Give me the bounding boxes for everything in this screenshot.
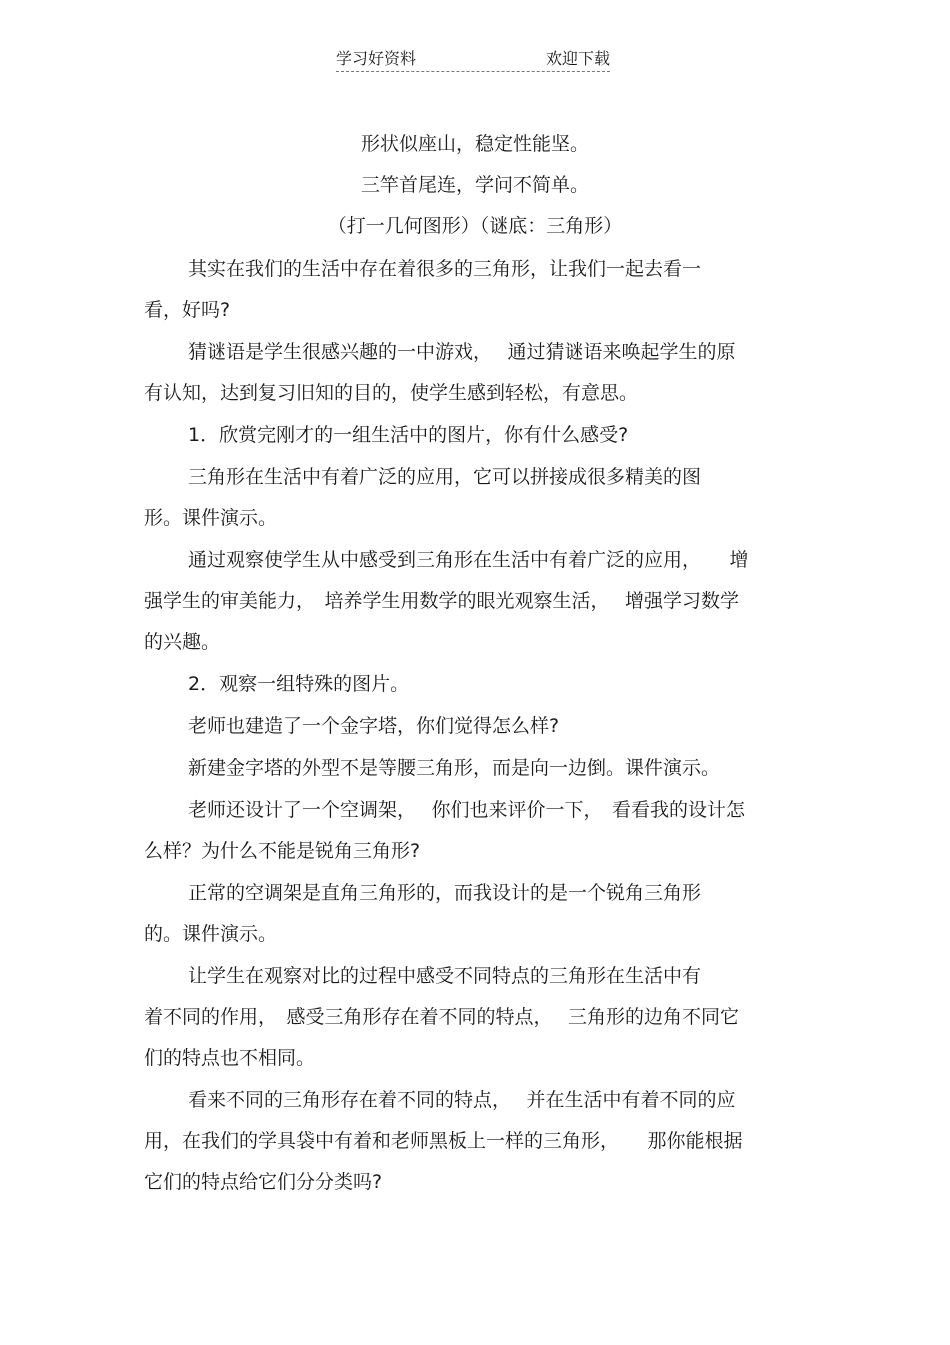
paragraph-line: 形。课件演示。: [144, 507, 278, 529]
paragraph-line: 2．观察一组特殊的图片。: [188, 673, 410, 695]
paragraph-line: 1．欣赏完刚才的一组生活中的图片，你有什么感受?: [188, 424, 629, 446]
paragraph-line: 的。课件演示。: [144, 923, 278, 945]
paragraph-line: 三角形在生活中有着广泛的应用，它可以拼接成很多精美的图: [188, 466, 702, 488]
riddle-line-3: （打一几何图形）（谜底：三角形）: [327, 215, 623, 237]
paragraph-line: 老师还设计了一个空调架， 你们也来评价一下， 看看我的设计怎: [188, 799, 746, 821]
riddle-line-1: 形状似座山，稳定性能坚。: [360, 133, 589, 155]
paragraph-line: 老师也建造了一个金字塔，你们觉得怎么样?: [188, 715, 560, 737]
paragraph-line: 强学生的审美能力， 培养学生用数学的眼光观察生活， 增强学习数学: [144, 590, 740, 612]
paragraph-line: 着不同的作用， 感受三角形存在着不同的特点， 三角形的边角不同它: [144, 1006, 740, 1028]
paragraph-line: 猜谜语是学生很感兴趣的一中游戏， 通过猜谜语来唤起学生的原: [188, 341, 736, 363]
header-right-text: 欢迎下载: [545, 49, 610, 68]
paragraph-line: 新建金字塔的外型不是等腰三角形，而是向一边倒。课件演示。: [188, 757, 721, 779]
paragraph-line: 其实在我们的生活中存在着很多的三角形，让我们一起去看一: [188, 258, 702, 280]
riddle-line-2: 三竿首尾连，学问不简单。: [360, 174, 589, 196]
paragraph-line: 看来不同的三角形存在着不同的特点， 并在生活中有着不同的应: [188, 1089, 736, 1111]
paragraph-line: 它们的特点给它们分分类吗?: [144, 1171, 383, 1193]
paragraph-line: 让学生在观察对比的过程中感受不同特点的三角形在生活中有: [188, 965, 702, 987]
paragraph-line: 的兴趣。: [144, 631, 221, 653]
paragraph-line: 用，在我们的学具袋中有着和老师黑板上一样的三角形， 那你能根据: [144, 1130, 743, 1152]
paragraph-line: 看，好吗?: [144, 299, 231, 321]
paragraph-line: 有认知，达到复习旧知的目的，使学生感到轻松，有意思。: [144, 382, 639, 404]
paragraph-line: 通过观察使学生从中感受到三角形在生活中有着广泛的应用， 增: [188, 549, 749, 571]
paragraph-line: 们的特点也不相同。: [144, 1047, 316, 1069]
paragraph-line: 么样？为什么不能是锐角三角形?: [144, 840, 421, 862]
paragraph-line: 正常的空调架是直角三角形的，而我设计的是一个锐角三角形: [188, 882, 702, 904]
header-left-text: 学习好资料: [336, 49, 417, 68]
page-header: [336, 47, 610, 72]
